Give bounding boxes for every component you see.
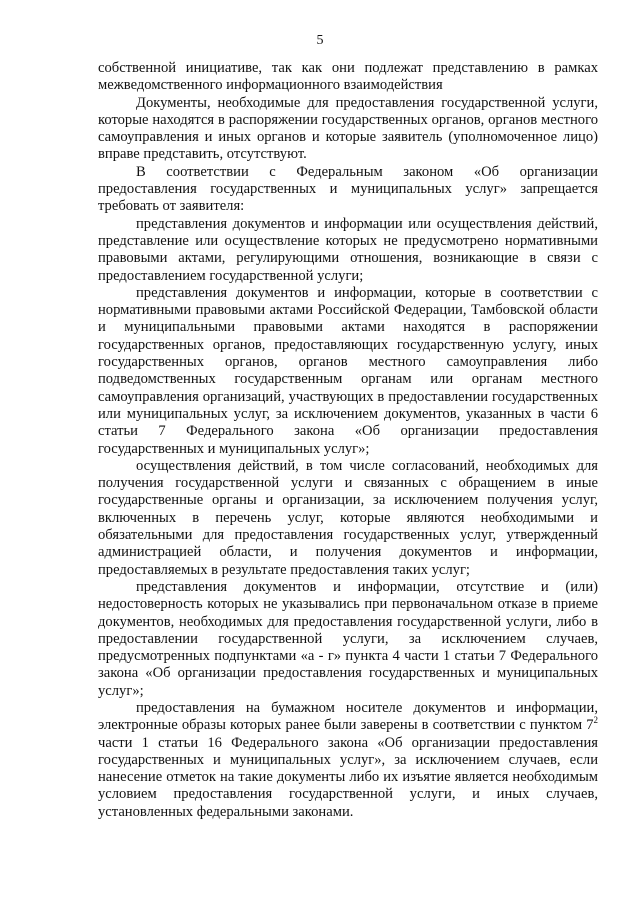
paragraph: представления документов и информации или осуществления действий, представление или осуществление которых не предусмотрено нормативными правовыми актами, регулирующими отношения, возникающие в связи с предоставлением государственной услуги; xyxy=(98,215,598,284)
page-number: 5 xyxy=(316,33,324,48)
paragraph: собственной инициативе, так как они подлежат представлению в рамках межведомственного информационного взаимодействия xyxy=(98,60,598,94)
paragraph: представления документов и информации, которые в соответствии с нормативными правовыми актами Российской Федерации, Тамбовской области и муниципальными правовыми актами находятся в распоряжении государственных органов, предоставляющих государственную услугу, иных государственных органов, органов местного самоуправления либо подведомственных государственным органам или органам местного самоуправления организаций, участвующих в предоставлении государственных или муниципальных услуг, за исключением документов, указанных в части 6 статьи 7 Федерального закона «Об организации предоставления государственных и муниципальных услуг»; xyxy=(98,284,598,457)
paragraph: осуществления действий, в том числе согласований, необходимых для получения государственной услуги и связанных с обращением в иные государственные органы и организации, за исключением получения услуг, включенных в перечень услуг, которые являются необходимыми и обязательными для предоставления государственных услуг, утвержденный администрацией области, и получения документов и информации, предоставляемых в результате предоставления таких услуг; xyxy=(98,457,598,578)
paragraph-with-superscript xyxy=(98,700,598,821)
paragraph-text-part: предоставления на бумажном носителе документов и информации, электронные образы которых ранее были заверены в соответствии с пунктом 7 xyxy=(98,699,598,734)
paragraph: Документы, необходимые для предоставления государственной услуги, которые находятся в распоряжении государственных органов, органов местного самоуправления и иных органов и которые заявитель (уполномоченное лицо) вправе представить, отсутствуют. xyxy=(98,94,598,163)
paragraph: В соответствии с Федеральным законом «Об организации предоставления государственных и муниципальных услуг» запрещается требовать от заявителя: xyxy=(98,163,598,215)
paragraph-text-part: части 1 статьи 16 Федерального закона «Об организации предоставления государственных и муниципальных услуг», за исключением случаев, если нанесение отметок на такие документы либо их изъятие является необходимым условием предоставления государственной услуги, и иных случаев, установленных федеральными законами. xyxy=(98,734,598,820)
superscript: 2 xyxy=(593,715,598,726)
paragraph: представления документов и информации, отсутствие и (или) недостоверность которых не указывались при первоначальном отказе в приеме документов, необходимых для предоставления государственной услуги, либо в предоставлении государственной услуги, за исключением случаев, предусмотренных подпунктами «а - г» пункта 4 части 1 статьи 7 Федерального закона «Об организации предоставления государственных и муниципальных услуг»; xyxy=(98,578,598,699)
document-body xyxy=(98,60,598,821)
